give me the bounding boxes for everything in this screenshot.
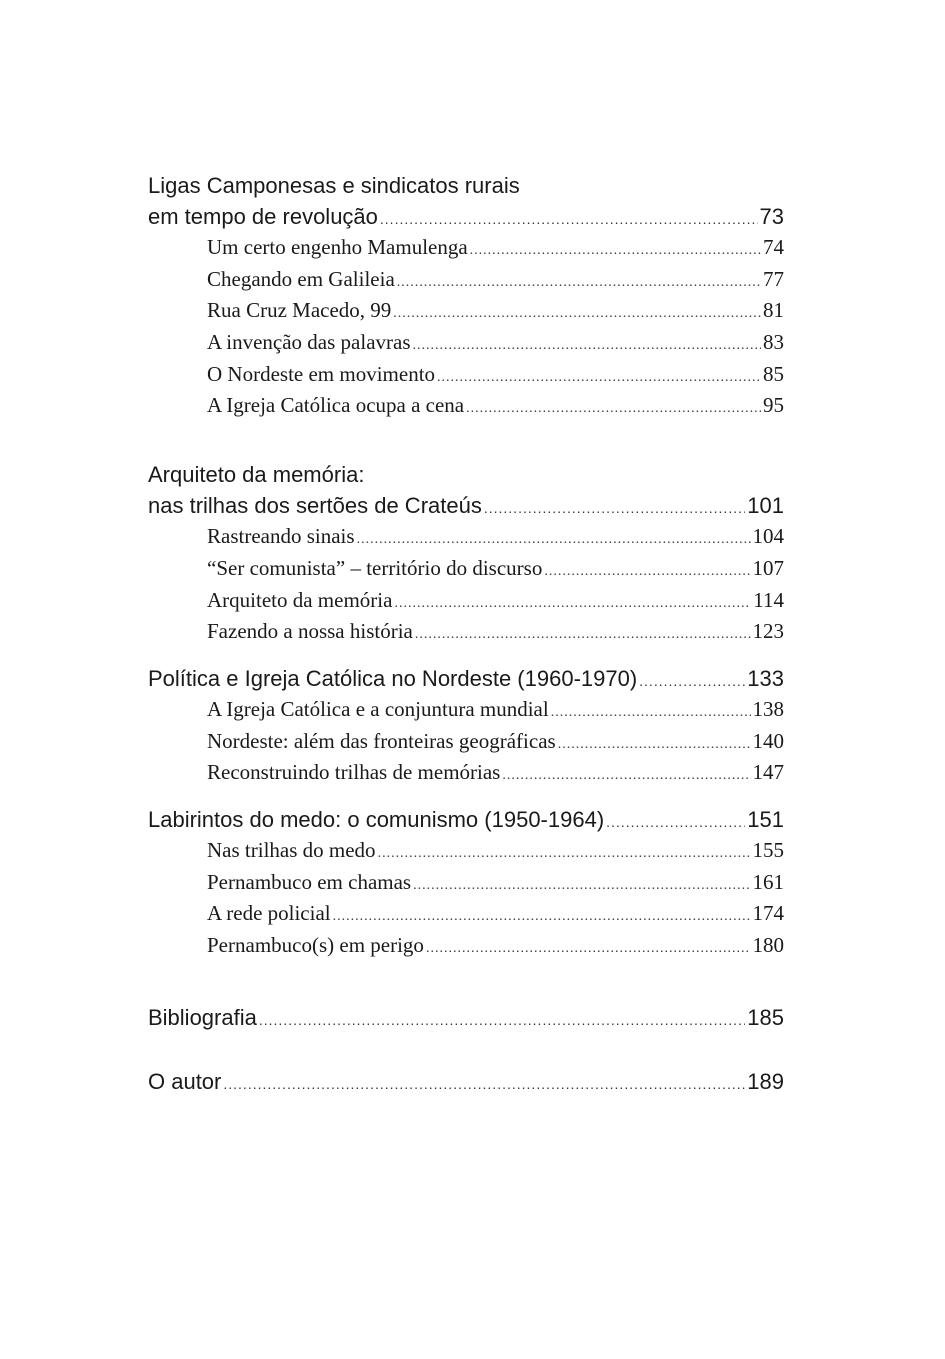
section-entry[interactable] (148, 694, 784, 726)
section-title: Arquiteto da memória (207, 587, 393, 612)
page-number: 147 (752, 760, 784, 785)
page-number: 133 (747, 665, 784, 691)
table-of-contents (148, 170, 784, 1097)
section-entry[interactable] (148, 930, 784, 962)
dot-leader (470, 235, 761, 267)
section-entry[interactable] (148, 585, 784, 617)
section-title: Chegando em Galileia (207, 266, 395, 291)
page-number: 83 (763, 330, 784, 355)
chapter-entry[interactable] (148, 804, 784, 835)
chapter-title-line (148, 170, 784, 201)
section-entry[interactable] (148, 553, 784, 585)
section-entry[interactable] (148, 327, 784, 359)
page-number: 151 (747, 806, 784, 832)
section-title: O Nordeste em movimento (207, 361, 436, 386)
section-title: A Igreja Católica e a conjuntura mundial (207, 696, 549, 721)
chapter-title: Política e Igreja Católica no Nordeste (1960-1970) (148, 665, 638, 691)
page-number: 73 (759, 204, 784, 229)
dot-leader (426, 933, 751, 965)
dot-leader (259, 1005, 745, 1036)
page-number: 180 (752, 933, 784, 957)
section-title: A Igreja Católica ocupa a cena (207, 393, 465, 418)
dot-leader (357, 524, 751, 556)
chapter-title: O autor (148, 1068, 222, 1094)
dot-leader (639, 666, 745, 697)
section-title: Reconstruindo trilhas de memórias (207, 760, 501, 785)
page-number: 185 (747, 1004, 784, 1030)
page-number: 81 (763, 298, 784, 323)
section-title: A invenção das palavras (207, 330, 411, 355)
page-number: 138 (752, 696, 784, 721)
section-entry[interactable] (148, 835, 784, 867)
page-number: 95 (763, 393, 784, 418)
dot-leader (544, 556, 750, 588)
section-entry[interactable] (148, 295, 784, 327)
section-title: Rua Cruz Macedo, 99 (207, 298, 392, 323)
section-entry[interactable] (148, 757, 784, 789)
chapter-title: Arquiteto da memória: (148, 462, 365, 488)
section-title: “Ser comunista” – território do discurso (207, 555, 543, 580)
section-entry[interactable] (148, 264, 784, 296)
section-entry[interactable] (148, 726, 784, 758)
chapter-title-line (148, 459, 784, 490)
dot-leader (394, 588, 751, 620)
section-entry[interactable] (148, 390, 784, 422)
page-number: 104 (752, 524, 784, 549)
dot-leader (333, 901, 751, 933)
section-title: A rede policial (207, 901, 331, 926)
dot-leader (397, 267, 761, 299)
dot-leader (466, 393, 761, 425)
dot-leader (380, 204, 758, 235)
chapter-entry[interactable] (148, 201, 784, 232)
dot-leader (558, 729, 751, 761)
page-number: 85 (763, 361, 784, 386)
dot-leader (393, 298, 761, 330)
dot-leader (502, 760, 750, 792)
spacer (148, 962, 784, 1002)
section-title: Rastreando sinais (207, 524, 355, 549)
section-entry[interactable] (148, 867, 784, 899)
section-entry[interactable] (148, 898, 784, 930)
dot-leader (413, 870, 750, 902)
bibliography-entry[interactable] (148, 1002, 784, 1033)
chapter-title: Labirintos do medo: o comunismo (1950-1964) (148, 806, 605, 832)
dot-leader (413, 330, 761, 362)
section-title: Nas trilhas do medo (207, 837, 376, 862)
section-entry[interactable] (148, 616, 784, 648)
dot-leader (551, 697, 751, 729)
chapter-title: nas trilhas dos sertões de Crateús (148, 493, 482, 519)
chapter-entry[interactable] (148, 663, 784, 694)
page-number: 161 (752, 869, 784, 894)
dot-leader (437, 362, 761, 394)
dot-leader (415, 619, 751, 651)
section-title: Pernambuco(s) em perigo (207, 933, 424, 957)
page-number: 174 (752, 901, 784, 926)
page-number: 189 (747, 1068, 784, 1094)
section-title: Nordeste: além das fronteiras geográficas (207, 728, 556, 753)
dot-leader (223, 1069, 745, 1100)
chapter-title: Bibliografia (148, 1004, 257, 1030)
dot-leader (606, 807, 745, 838)
page-number: 140 (752, 728, 784, 753)
section-title: Fazendo a nossa história (207, 619, 413, 644)
chapter-title: Ligas Camponesas e sindicatos rurais (148, 173, 520, 198)
page-number: 107 (752, 555, 784, 580)
spacer (148, 1033, 784, 1066)
section-title: Um certo engenho Mamulenga (207, 235, 468, 259)
page-number: 77 (763, 266, 784, 291)
chapter-title: em tempo de revolução (148, 204, 378, 229)
section-entry[interactable] (148, 232, 784, 264)
section-entry[interactable] (148, 521, 784, 553)
author-entry[interactable] (148, 1066, 784, 1097)
dot-leader (484, 493, 745, 524)
page-number: 155 (752, 837, 784, 862)
page-number: 101 (747, 493, 784, 519)
page-number: 74 (763, 235, 784, 259)
chapter-entry[interactable] (148, 490, 784, 521)
section-entry[interactable] (148, 359, 784, 391)
section-title: Pernambuco em chamas (207, 869, 412, 894)
page-number: 123 (752, 619, 784, 644)
spacer (148, 422, 784, 459)
dot-leader (378, 838, 751, 870)
page-number: 114 (753, 587, 784, 612)
